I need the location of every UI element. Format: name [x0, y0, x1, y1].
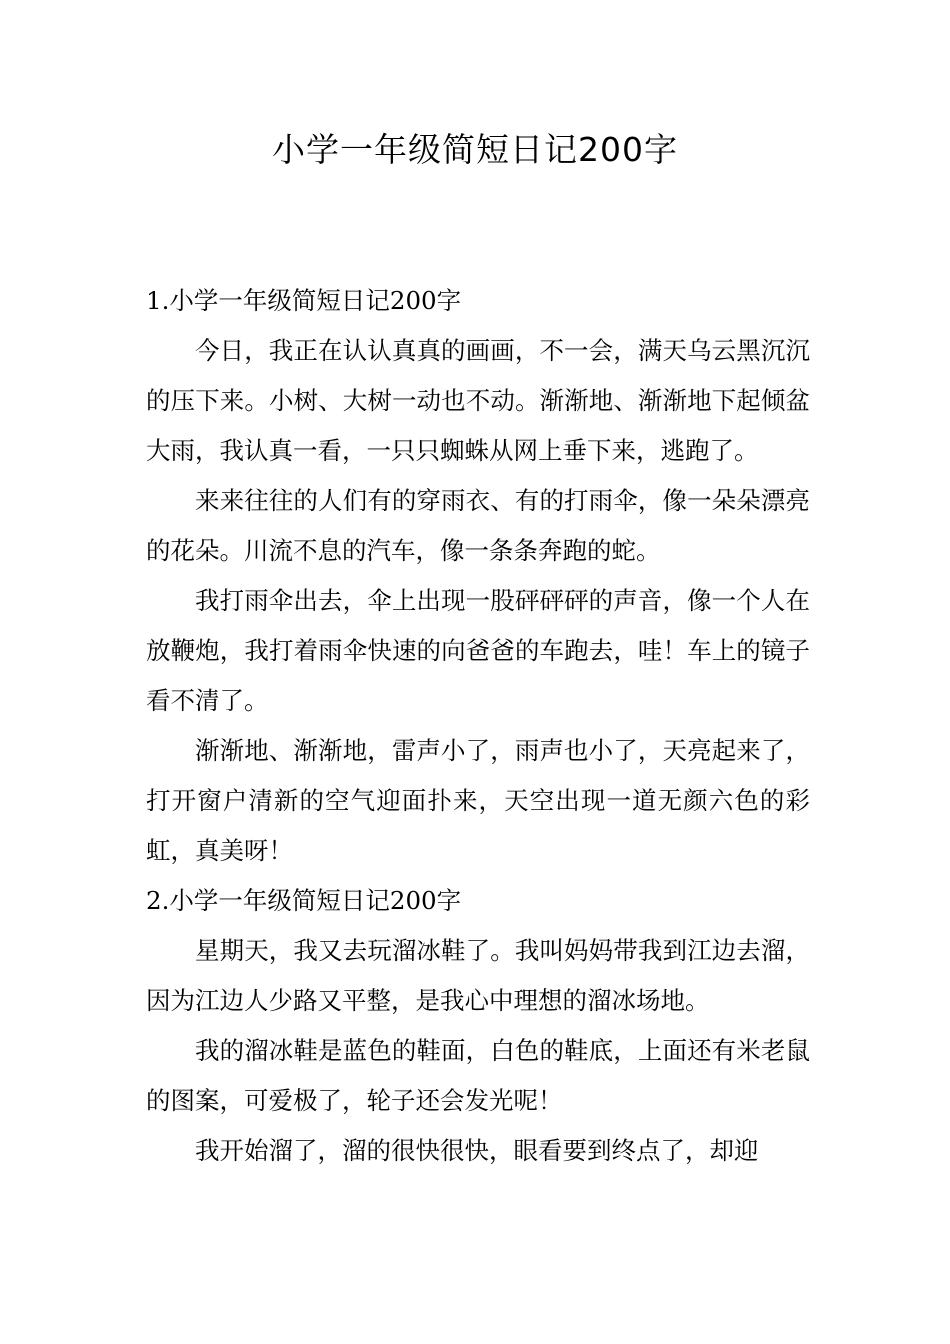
paragraph: 渐渐地、渐渐地，雷声小了，雨声也小了，天亮起来了，打开窗户清新的空气迎面扑来，天空出现一道无颜六色的彩虹，真美呀！	[146, 736, 810, 865]
paragraph: 我开始溜了，溜的很快很快，眼看要到终点了，却迎	[195, 1136, 759, 1165]
document-title: 小学一年级简短日记200字	[272, 130, 678, 169]
paragraph: 来来往往的人们有的穿雨衣、有的打雨伞，像一朵朵漂亮的花朵。川流不息的汽车，像一条条奔跑的蛇。	[146, 486, 810, 565]
document-body	[146, 276, 810, 1176]
diary-section-2	[146, 876, 810, 1176]
paragraph: 今日，我正在认认真真的画画，不一会，满天乌云黑沉沉的压下来。小树、大树一动也不动。渐渐地、渐渐地下起倾盆大雨，我认真一看，一只只蜘蛛从网上垂下来，逃跑了。	[146, 336, 810, 465]
section-heading: 1.小学一年级简短日记200字	[146, 286, 462, 315]
paragraph: 我打雨伞出去，伞上出现一股砰砰砰的声音，像一个人在放鞭炮，我打着雨伞快速的向爸爸的车跑去，哇！车上的镜子看不清了。	[146, 586, 810, 715]
paragraph: 星期天，我又去玩溜冰鞋了。我叫妈妈带我到江边去溜，因为江边人少路又平整，是我心中理想的溜冰场地。	[146, 936, 810, 1015]
section-heading: 2.小学一年级简短日记200字	[146, 886, 462, 915]
paragraph: 我的溜冰鞋是蓝色的鞋面，白色的鞋底，上面还有米老鼠的图案，可爱极了，轮子还会发光呢！	[146, 1036, 810, 1115]
diary-section-1	[146, 276, 810, 876]
